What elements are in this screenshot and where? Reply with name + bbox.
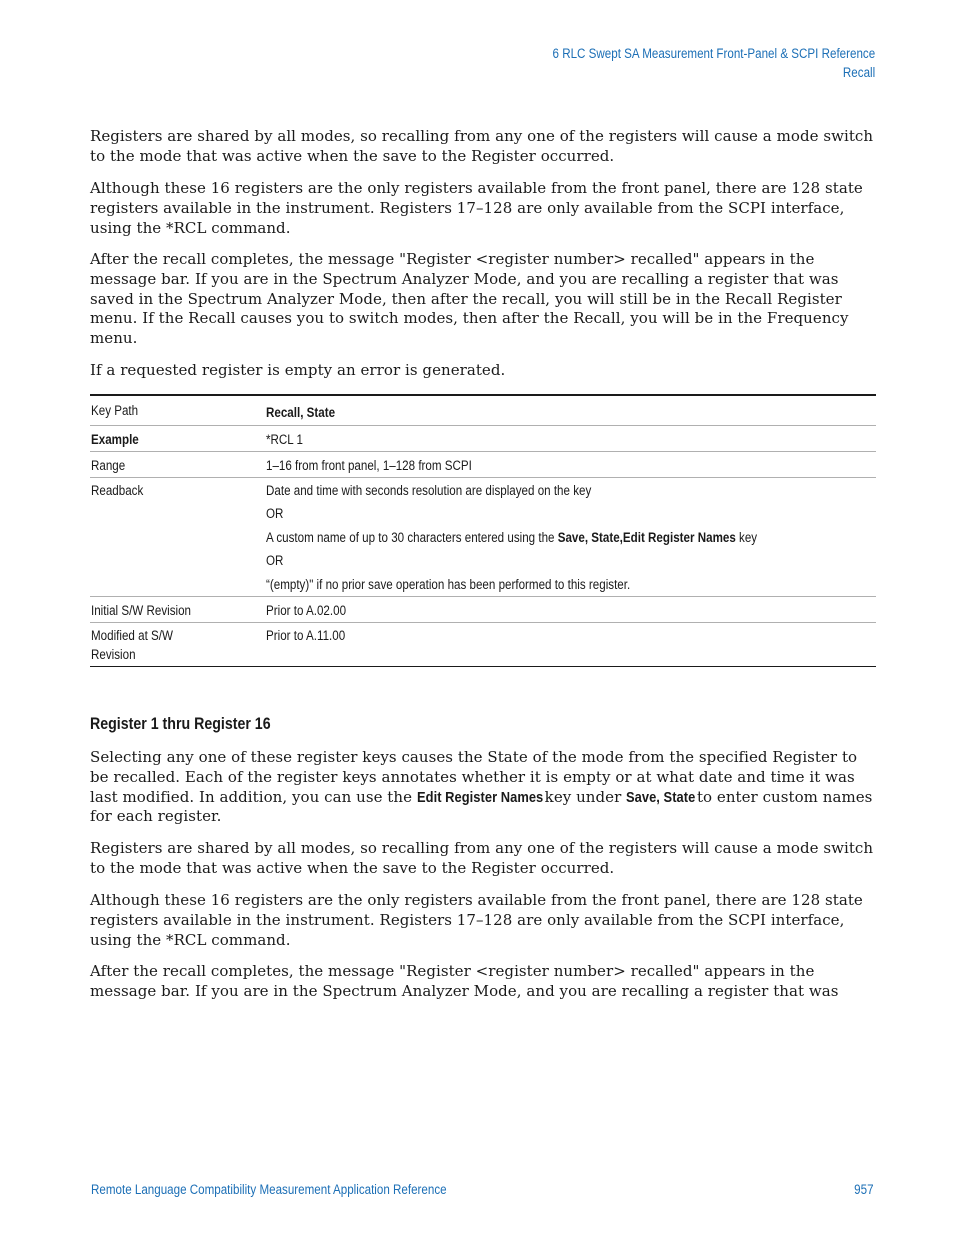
initial-revision-label: Initial S/W Revision [91,602,192,618]
edit-register-names-ref: Edit Register Names [416,788,544,806]
example-value: *RCL 1 [266,431,304,447]
readback-line-1: Date and time with seconds resolution are displayed on the key [266,482,592,498]
table-row [90,451,876,477]
table-row [90,477,876,596]
modified-revision-value: Prior to A.11.00 [266,627,346,643]
header-chapter: 6 RLC Swept SA Measurement Front-Panel & SCPI Reference [552,46,875,61]
running-header [552,44,875,82]
page-number: 957 [854,1182,874,1197]
section-heading: Register 1 thru Register 16 [90,715,271,733]
intro-paragraph-2: Although these 16 registers are the only registers available from the front panel, there are 128 state registers available in the instrument. Registers 17–128 are only available from the SCPI interface, using the *RCL command. [90,179,863,237]
range-value: 1–16 from front panel, 1–128 from SCPI [266,457,472,473]
intro-paragraph-1: Registers are shared by all modes, so recalling from any one of the registers will cause a mode switch to the mode that was active when the save to the Register occurred. [90,127,874,165]
example-label: Example [91,431,139,447]
key-path-value: Recall, State [266,405,336,420]
section-paragraph-2: Registers are shared by all modes, so recalling from any one of the registers will cause a mode switch to the mode that was active when the save to the Register occurred. [90,839,874,877]
readback-or-2: OR [266,553,284,568]
key-path-table [90,394,876,667]
section-paragraph-4: After the recall completes, the message "Register <register number> recalled" appears in the message bar. If you are in the Spectrum Analyzer Mode, and you are recalling a register that was [90,962,839,1000]
modified-revision-label-1: Modified at S/W [91,627,173,643]
readback-line-2: A custom name of up to 30 characters entered using the Save, State,Edit Register Names key [266,529,758,545]
readback-or-1: OR [266,506,284,521]
table-row [90,596,876,622]
section-paragraph-1: Selecting any one of these register keys causes the State of the mode from the specified Register to be recalled. Each of the register keys annotates whether it is empty or at what date and time it was last modified. In addition, you can use the Edit Register Names key under Save, State to enter custom names for each register. [90,748,873,826]
key-path-label: Key Path [91,403,139,418]
header-section: Recall [842,65,875,80]
intro-paragraph-3: After the recall completes, the message "Register <register number> recalled" appears in the message bar. If you are in the Spectrum Analyzer Mode, and you are recalling a register that was saved in the Spectrum Analyzer Mode, then after the recall, you will still be in the Recall Register menu. If the Recall causes you to switch modes, then after the Recall, you will be in the Frequency menu. [90,250,849,348]
range-label: Range [91,457,126,473]
table-row [90,395,876,425]
modified-revision-label-2: Revision [91,646,136,662]
save-state-ref: Save, State [626,788,696,806]
section-paragraph-3: Although these 16 registers are the only registers available from the front panel, there are 128 state registers available in the instrument. Registers 17–128 are only available from the SCPI interface, using the *RCL command. [90,891,863,949]
table-row [90,622,876,666]
footer-title: Remote Language Compatibility Measurement Application Reference [91,1182,447,1197]
initial-revision-value: Prior to A.02.00 [266,602,347,618]
intro-paragraph-4: If a requested register is empty an error is generated. [90,361,506,379]
readback-line-3: “(empty)" if no prior save operation has been performed to this register. [266,576,631,592]
readback-label: Readback [91,482,144,498]
table-row [90,425,876,451]
